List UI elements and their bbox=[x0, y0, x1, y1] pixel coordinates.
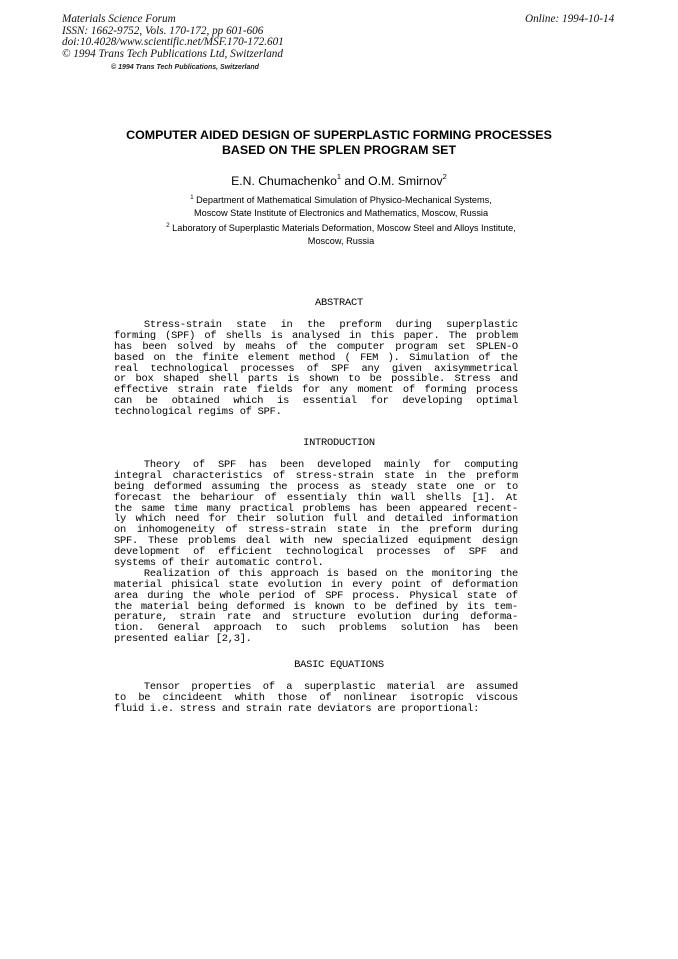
title-line-1: COMPUTER AIDED DESIGN OF SUPERPLASTIC FORMING PROCESSES bbox=[126, 128, 552, 142]
affiliation-1-line-2: Moscow State Institute of Electronics and Mathematics, Moscow, Russia bbox=[193, 207, 489, 218]
author-conjunction: and bbox=[341, 174, 369, 188]
text-line: SPF. These problems deal with new specialized equipment design bbox=[114, 535, 518, 548]
author-2: O.M. Smirnov bbox=[368, 174, 443, 188]
authors bbox=[0, 172, 678, 188]
author-2-affiliation-mark: 2 bbox=[442, 172, 447, 181]
text-line: forming (SPF) of shells is analysed in this paper. The problem bbox=[114, 329, 518, 342]
text-line: presented ealiar [2,3]. bbox=[114, 633, 252, 646]
text-line: area during the whole period of SPF process. Physical state of bbox=[114, 589, 518, 602]
introduction-body bbox=[114, 460, 518, 645]
text-line: being deformed assuming the process as steady state one or to bbox=[114, 480, 518, 493]
text-line: can be obtained which is essential for developing optimal bbox=[114, 395, 518, 408]
online-date: Online: 1994-10-14 bbox=[525, 13, 615, 25]
text-line: forecast the behariour of essentialy thin wall shells [1]. At bbox=[114, 491, 518, 504]
text-line: Theory of SPF has been developed mainly for computing bbox=[114, 459, 518, 471]
text-line: Stress-strain state in the preform during superplastic bbox=[114, 319, 518, 331]
author-1: E.N. Chumachenko bbox=[231, 174, 337, 188]
text-line: based on the finite element method ( FEM ). Simulation of the bbox=[114, 351, 518, 364]
text-line: tion. General approach to such problems solution has been bbox=[114, 622, 518, 635]
author-1-affiliation-mark: 1 bbox=[336, 172, 342, 181]
affiliation-2 bbox=[2, 220, 678, 247]
affiliation-1-mark: 1 bbox=[190, 195, 194, 201]
abstract-heading: ABSTRACT bbox=[315, 297, 363, 309]
text-line: real technological processes of SPF any given axisymmetrical bbox=[114, 362, 518, 375]
issn-volume-pages: ISSN: 1662-9752, Vols. 170-172, pp 601-606 bbox=[62, 24, 264, 37]
text-line: on inhomogeneity of stress-strain state in the preform during bbox=[114, 524, 518, 537]
text-line: Realization of this approach is based on the monitoring the bbox=[114, 567, 518, 580]
text-line: fluid i.e. stress and strain rate deviators are proportional: bbox=[114, 702, 480, 715]
text-line: or box shaped shell parts is shown to be possible. Stress and bbox=[114, 373, 518, 386]
doi-line: doi:10.4028/www.scientific.net/MSF.170-172.601 bbox=[62, 36, 284, 49]
text-line: perature, strain rate and structure evolution during deforma- bbox=[114, 611, 518, 624]
introduction-heading: INTRODUCTION bbox=[303, 437, 375, 449]
text-line: systems of their automatic control. bbox=[114, 557, 324, 570]
publisher-copyright: © 1994 Trans Tech Publications, Switzerland bbox=[111, 64, 259, 71]
text-line: technological regims of SPF. bbox=[114, 406, 282, 419]
text-line: the material being deformed is known to be defined by its tem- bbox=[114, 600, 518, 613]
basic-equations-body bbox=[114, 682, 518, 715]
basic-equations-heading: BASIC EQUATIONS bbox=[294, 659, 384, 671]
text-line: to be cincideent whith those of nonlinear isotropic viscous bbox=[114, 691, 518, 704]
affiliation-1-line-1: Department of Mathematical Simulation of Physico-Mechanical Systems, bbox=[196, 195, 492, 205]
journal-name: Materials Science Forum bbox=[62, 13, 176, 25]
text-line: material phisical state evolution in every point of deformation bbox=[114, 578, 518, 591]
title-line-2: BASED ON THE SPLEN PROGRAM SET bbox=[221, 143, 457, 157]
text-line: has been solved by meahs of the computer program set SPLEN-O bbox=[114, 340, 518, 353]
paper-title bbox=[0, 128, 678, 158]
text-line: ly which need for their solution full and detailed information bbox=[114, 513, 518, 526]
text-line: integral characteristics of stress-strain state in the preform bbox=[114, 469, 518, 482]
affiliation-2-line-2: Moscow, Russia bbox=[307, 235, 375, 246]
copyright-line: © 1994 Trans Tech Publications Ltd, Switzerland bbox=[62, 47, 283, 60]
abstract-body bbox=[114, 320, 518, 418]
text-line: development of efficient technological processes of SPF and bbox=[114, 546, 518, 559]
text-line: the same time many practical problems has been appeared recent- bbox=[114, 502, 518, 515]
text-line: Tensor properties of a superplastic material are assumed bbox=[114, 681, 518, 693]
affiliation-1 bbox=[2, 192, 678, 219]
affiliation-2-mark: 2 bbox=[166, 223, 170, 229]
text-line: effective strain rate fields for any moment of forming process bbox=[114, 384, 518, 397]
journal-header bbox=[62, 14, 284, 60]
affiliation-2-line-1: Laboratory of Superplastic Materials Deformation, Moscow Steel and Alloys Institute, bbox=[172, 223, 516, 233]
